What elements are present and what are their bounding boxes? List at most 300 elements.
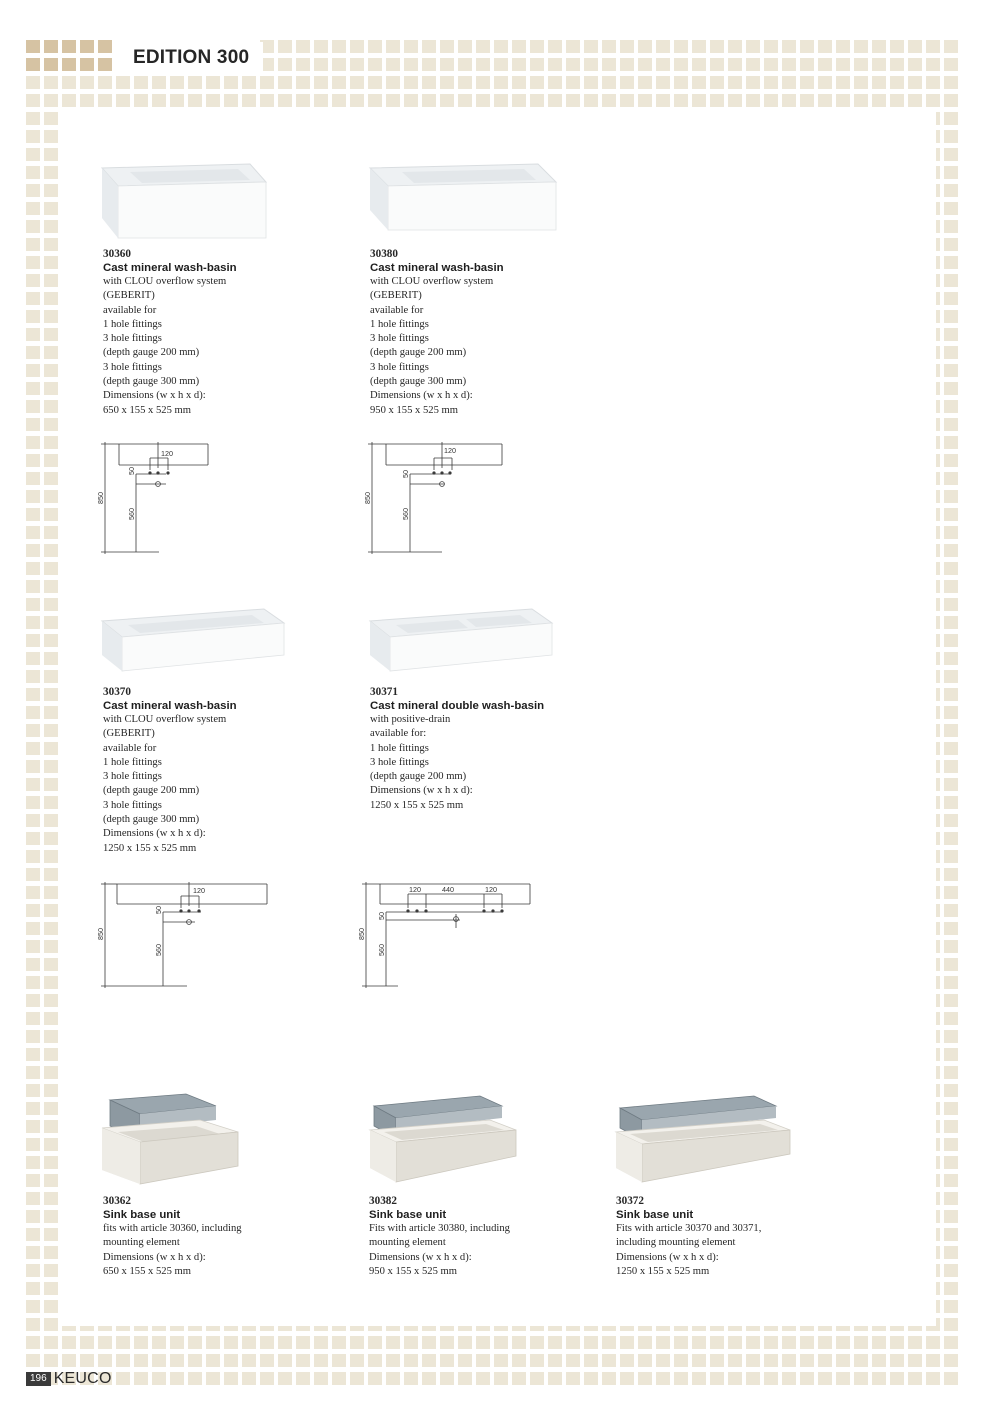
- spec-line: mounting element: [369, 1237, 446, 1249]
- background-tile: [890, 76, 904, 89]
- background-tile: [566, 94, 580, 107]
- background-tile: [350, 94, 364, 107]
- background-tile: [26, 1174, 40, 1187]
- dimension-drawing-30380: [362, 440, 512, 560]
- spec-line: mounting element: [103, 1237, 180, 1249]
- background-tile: [458, 40, 472, 53]
- background-tile: [152, 1372, 166, 1385]
- background-tile: [44, 1300, 58, 1313]
- dimension-label-spacing: 120: [444, 446, 456, 455]
- background-tile: [872, 76, 886, 89]
- background-tile: [44, 1228, 58, 1241]
- background-tile: [44, 472, 58, 485]
- background-tile: [224, 76, 238, 89]
- spec-line: Dimensions (w x h x d):: [103, 828, 206, 840]
- background-tile: [800, 1372, 814, 1385]
- background-tile: [638, 40, 652, 53]
- background-tile: [368, 1354, 382, 1367]
- background-tile: [818, 1372, 832, 1385]
- background-tile: [566, 1354, 580, 1367]
- background-tile: [332, 1372, 346, 1385]
- background-tile: [44, 1174, 58, 1187]
- background-tile: [602, 94, 616, 107]
- background-tile: [224, 1354, 238, 1367]
- spec-line: 1250 x 155 x 525 mm: [616, 1265, 710, 1277]
- background-tile: [836, 94, 850, 107]
- background-tile: [620, 1372, 634, 1385]
- background-tile: [926, 1354, 940, 1367]
- background-tile: [44, 994, 58, 1007]
- spec-line: (depth gauge 300 mm): [103, 814, 200, 826]
- background-tile: [44, 922, 58, 935]
- background-tile: [818, 76, 832, 89]
- background-tile: [206, 1336, 220, 1349]
- background-tile: [26, 1048, 40, 1061]
- background-tile: [944, 1372, 958, 1385]
- background-tile: [44, 904, 58, 917]
- background-tile: [26, 688, 40, 701]
- background-tile: [620, 1336, 634, 1349]
- spec-line: available for: [370, 304, 424, 316]
- background-tile: [98, 76, 112, 89]
- background-tile: [44, 1102, 58, 1115]
- background-tile: [206, 76, 220, 89]
- background-tile: [44, 1192, 58, 1205]
- background-tile: [800, 1336, 814, 1349]
- background-tile: [44, 418, 58, 431]
- background-tile: [44, 778, 58, 791]
- product-name: Cast mineral wash-basin: [103, 700, 237, 712]
- background-tile: [638, 76, 652, 89]
- background-tile: [26, 166, 40, 179]
- background-tile: [224, 1372, 238, 1385]
- background-tile: [674, 1354, 688, 1367]
- page-number: 196: [26, 1372, 51, 1386]
- background-tile: [548, 76, 562, 89]
- background-tile: [458, 1372, 472, 1385]
- background-tile: [188, 94, 202, 107]
- spec-line: with CLOU overflow system: [103, 276, 227, 287]
- background-tile: [386, 1336, 400, 1349]
- background-tile: [944, 922, 958, 935]
- background-tile: [908, 58, 922, 71]
- background-tile: [422, 94, 436, 107]
- background-tile: [170, 94, 184, 107]
- spec-line: 3 hole fittings: [370, 333, 429, 345]
- background-tile: [926, 1336, 940, 1349]
- background-tile: [278, 40, 292, 53]
- background-tile: [944, 1264, 958, 1277]
- background-tile: [944, 1354, 958, 1367]
- background-tile: [44, 346, 58, 359]
- background-tile: [944, 1084, 958, 1097]
- background-tile: [188, 76, 202, 89]
- background-tile: [350, 1372, 364, 1385]
- background-tile: [26, 472, 40, 485]
- background-tile: [26, 76, 40, 89]
- background-tile: [530, 58, 544, 71]
- background-tile: [62, 94, 76, 107]
- background-tile: [584, 94, 598, 107]
- background-tile: [854, 76, 868, 89]
- spec-line: (GEBERIT): [103, 290, 155, 302]
- background-tile: [170, 76, 184, 89]
- background-tile: [800, 58, 814, 71]
- background-tile: [26, 1228, 40, 1241]
- dimension-label-spacing-right: 120: [485, 885, 497, 894]
- background-tile: [26, 526, 40, 539]
- background-tile: [44, 940, 58, 953]
- background-tile: [152, 1354, 166, 1367]
- background-tile: [26, 868, 40, 881]
- background-tile: [674, 1336, 688, 1349]
- background-tile: [944, 1156, 958, 1169]
- background-tile: [944, 742, 958, 755]
- background-tile: [44, 544, 58, 557]
- background-tile: [44, 148, 58, 161]
- background-tile: [26, 1084, 40, 1097]
- background-tile: [728, 1354, 742, 1367]
- background-tile: [26, 1120, 40, 1133]
- background-tile: [44, 634, 58, 647]
- background-tile: [620, 1354, 634, 1367]
- product-30371-info: [370, 686, 600, 813]
- background-tile: [260, 94, 274, 107]
- background-tile: [566, 58, 580, 71]
- background-tile: [26, 652, 40, 665]
- background-tile: [548, 1372, 562, 1385]
- background-tile: [44, 454, 58, 467]
- background-tile: [728, 40, 742, 53]
- background-tile: [728, 94, 742, 107]
- product-30380-info: [370, 248, 600, 418]
- background-tile: [44, 1210, 58, 1223]
- background-tile: [836, 40, 850, 53]
- background-tile: [818, 1336, 832, 1349]
- product-number: 30370: [103, 686, 131, 698]
- background-tile: [80, 1336, 94, 1349]
- background-tile: [764, 40, 778, 53]
- background-tile: [314, 58, 328, 71]
- background-tile: [620, 94, 634, 107]
- background-tile: [386, 76, 400, 89]
- background-tile: [44, 328, 58, 341]
- background-tile: [494, 1372, 508, 1385]
- background-tile: [944, 796, 958, 809]
- background-tile: [206, 94, 220, 107]
- background-tile: [944, 1030, 958, 1043]
- background-tile: [368, 40, 382, 53]
- background-tile: [566, 1336, 580, 1349]
- background-tile: [332, 76, 346, 89]
- product-name: Cast mineral wash-basin: [103, 262, 237, 274]
- background-tile: [512, 40, 526, 53]
- background-tile: [944, 58, 958, 71]
- background-tile: [386, 94, 400, 107]
- background-tile: [260, 1336, 274, 1349]
- background-tile: [26, 1282, 40, 1295]
- background-tile: [584, 1372, 598, 1385]
- background-tile: [26, 562, 40, 575]
- sink-base-30362-image: [100, 1090, 240, 1190]
- background-tile: [296, 58, 310, 71]
- background-tile: [44, 1138, 58, 1151]
- background-tile: [638, 1354, 652, 1367]
- spec-line: including mounting element: [616, 1237, 736, 1249]
- background-tile: [242, 76, 256, 89]
- background-tile: [26, 1336, 40, 1349]
- background-tile: [944, 76, 958, 89]
- background-tile: [44, 1354, 58, 1367]
- background-tile: [386, 1354, 400, 1367]
- background-tile: [368, 94, 382, 107]
- background-tile: [404, 1354, 418, 1367]
- product-name: Sink base unit: [369, 1209, 447, 1221]
- background-tile: [944, 994, 958, 1007]
- background-tile: [26, 382, 40, 395]
- background-tile: [26, 238, 40, 251]
- background-tile: [656, 94, 670, 107]
- background-tile: [26, 1066, 40, 1079]
- background-tile: [944, 1066, 958, 1079]
- background-tile: [710, 1354, 724, 1367]
- background-tile: [44, 94, 58, 107]
- background-tile: [206, 1354, 220, 1367]
- background-tile: [26, 778, 40, 791]
- product-number: 30382: [369, 1195, 397, 1207]
- background-tile: [44, 400, 58, 413]
- spec-line: 1 hole fittings: [103, 318, 162, 330]
- background-tile: [656, 1354, 670, 1367]
- background-tile: [746, 1372, 760, 1385]
- background-tile: [152, 1336, 166, 1349]
- background-tile: [764, 58, 778, 71]
- spec-line: (GEBERIT): [103, 728, 155, 740]
- background-tile: [206, 1372, 220, 1385]
- background-tile: [44, 256, 58, 269]
- background-tile: [332, 40, 346, 53]
- background-tile: [944, 454, 958, 467]
- background-tile: [530, 40, 544, 53]
- background-tile: [494, 76, 508, 89]
- background-tile: [26, 616, 40, 629]
- dimension-drawing-30370: [95, 880, 275, 995]
- background-tile: [944, 472, 958, 485]
- background-tile: [386, 40, 400, 53]
- background-tile: [350, 76, 364, 89]
- product-name: Sink base unit: [103, 1209, 181, 1221]
- background-tile: [44, 1246, 58, 1259]
- background-tile: [260, 1372, 274, 1385]
- spec-line: Dimensions (w x h x d):: [103, 390, 206, 402]
- background-tile: [944, 850, 958, 863]
- background-tile: [674, 94, 688, 107]
- background-tile: [296, 1336, 310, 1349]
- background-tile: [728, 76, 742, 89]
- background-tile: [368, 1372, 382, 1385]
- background-tile: [656, 1372, 670, 1385]
- background-tile: [584, 40, 598, 53]
- background-tile: [872, 1354, 886, 1367]
- background-tile: [656, 1336, 670, 1349]
- background-tile: [944, 688, 958, 701]
- spec-line: (depth gauge 200 mm): [370, 771, 467, 783]
- background-tile: [26, 1138, 40, 1151]
- background-tile: [242, 1336, 256, 1349]
- background-tile: [44, 1318, 58, 1331]
- spec-line: 3 hole fittings: [103, 771, 162, 783]
- background-tile: [944, 832, 958, 845]
- background-tile: [386, 1372, 400, 1385]
- background-tile: [278, 1372, 292, 1385]
- background-tile: [44, 652, 58, 665]
- dimension-drawing-30371: [356, 880, 536, 995]
- background-tile: [152, 76, 166, 89]
- background-tile: [44, 868, 58, 881]
- background-tile: [26, 598, 40, 611]
- sink-base-30372-image: [614, 1092, 792, 1188]
- background-tile: [782, 1336, 796, 1349]
- spec-line: Dimensions (w x h x d):: [370, 390, 473, 402]
- background-tile: [224, 94, 238, 107]
- background-tile: [512, 1372, 526, 1385]
- dimension-label-total: 850: [96, 492, 105, 504]
- background-tile: [674, 76, 688, 89]
- background-tile: [692, 58, 706, 71]
- product-number: 30371: [370, 686, 398, 698]
- background-tile: [44, 1336, 58, 1349]
- dimension-label-total: 850: [96, 928, 105, 940]
- background-tile: [908, 1336, 922, 1349]
- background-tile: [836, 1372, 850, 1385]
- background-tile: [62, 1336, 76, 1349]
- background-tile: [926, 40, 940, 53]
- background-tile: [44, 1048, 58, 1061]
- background-tile: [44, 976, 58, 989]
- background-tile: [944, 976, 958, 989]
- background-tile: [494, 94, 508, 107]
- background-tile: [44, 112, 58, 125]
- background-tile: [242, 1372, 256, 1385]
- background-tile: [116, 1336, 130, 1349]
- background-tile: [872, 1372, 886, 1385]
- background-tile: [854, 40, 868, 53]
- background-tile: [26, 940, 40, 953]
- basin-30371-image: [368, 605, 554, 673]
- page-footer: [26, 1372, 112, 1386]
- background-tile: [26, 742, 40, 755]
- background-tile: [44, 580, 58, 593]
- spec-line: with CLOU overflow system: [103, 714, 227, 725]
- background-tile: [872, 58, 886, 71]
- background-tile: [170, 1372, 184, 1385]
- background-tile: [44, 382, 58, 395]
- background-tile: [890, 1354, 904, 1367]
- dimension-label-floor: 560: [127, 508, 136, 520]
- background-tile: [116, 1372, 130, 1385]
- background-tile: [890, 94, 904, 107]
- spec-line: 650 x 155 x 525 mm: [103, 1265, 191, 1277]
- background-tile: [314, 1354, 328, 1367]
- product-30362-info: [103, 1195, 333, 1279]
- background-tile: [440, 40, 454, 53]
- background-tile: [44, 202, 58, 215]
- background-tile: [386, 58, 400, 71]
- background-tile: [710, 58, 724, 71]
- background-tile: [944, 652, 958, 665]
- spec-line: Fits with article 30370 and 30371,: [616, 1223, 762, 1234]
- background-tile: [944, 1228, 958, 1241]
- background-tile: [80, 1354, 94, 1367]
- background-tile: [44, 490, 58, 503]
- background-tile: [944, 1048, 958, 1061]
- background-tile: [494, 1336, 508, 1349]
- background-tile: [854, 1336, 868, 1349]
- background-tile: [26, 148, 40, 161]
- background-tile: [674, 58, 688, 71]
- product-number: 30360: [103, 248, 131, 260]
- background-tile: [278, 1354, 292, 1367]
- background-tile: [134, 76, 148, 89]
- background-tile: [26, 1102, 40, 1115]
- background-tile: [638, 1372, 652, 1385]
- background-tile: [692, 94, 706, 107]
- background-tile: [764, 76, 778, 89]
- background-tile: [404, 1336, 418, 1349]
- background-tile: [44, 1030, 58, 1043]
- background-tile: [278, 94, 292, 107]
- background-tile: [530, 1336, 544, 1349]
- background-tile: [944, 778, 958, 791]
- background-tile: [26, 292, 40, 305]
- background-tile: [44, 724, 58, 737]
- background-tile: [548, 40, 562, 53]
- background-tile: [350, 1354, 364, 1367]
- background-tile: [26, 796, 40, 809]
- background-tile: [584, 1336, 598, 1349]
- background-tile: [602, 40, 616, 53]
- background-tile: [116, 94, 130, 107]
- background-tile: [494, 58, 508, 71]
- dimension-label-spacing-left: 120: [409, 885, 421, 894]
- background-tile: [890, 40, 904, 53]
- background-tile: [530, 76, 544, 89]
- background-tile: [818, 40, 832, 53]
- spec-line: 3 hole fittings: [370, 361, 429, 373]
- background-tile: [944, 148, 958, 161]
- background-tile: [296, 1354, 310, 1367]
- background-tile: [620, 40, 634, 53]
- background-tile: [944, 616, 958, 629]
- background-tile: [836, 58, 850, 71]
- background-tile: [26, 274, 40, 287]
- background-tile: [26, 1300, 40, 1313]
- background-tile: [944, 904, 958, 917]
- spec-line: (depth gauge 200 mm): [370, 347, 467, 359]
- background-tile: [26, 418, 40, 431]
- background-tile: [602, 58, 616, 71]
- background-tile: [944, 814, 958, 827]
- background-tile: [26, 328, 40, 341]
- spec-line: 3 hole fittings: [103, 799, 162, 811]
- dimension-label-drain: 50: [377, 912, 386, 920]
- background-tile: [764, 1372, 778, 1385]
- background-tile: [692, 76, 706, 89]
- background-tile: [908, 40, 922, 53]
- background-tile: [26, 994, 40, 1007]
- background-tile: [944, 364, 958, 377]
- background-tile: [404, 58, 418, 71]
